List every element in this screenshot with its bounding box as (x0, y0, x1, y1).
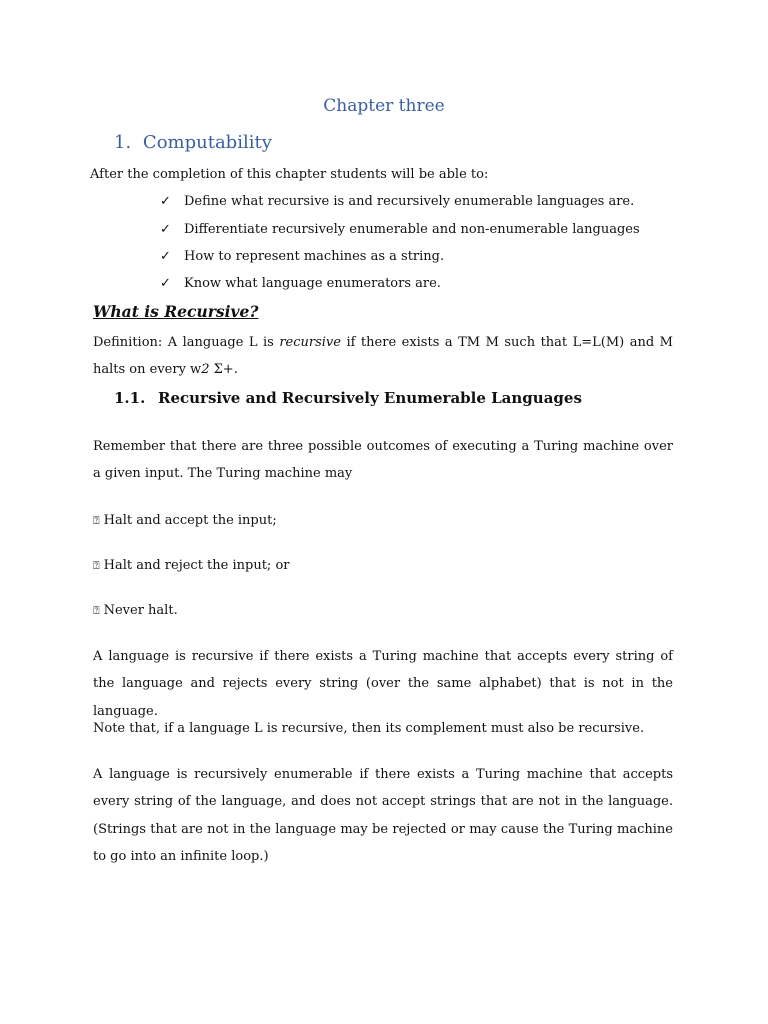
objective-item (160, 221, 640, 239)
outcome-bullet (93, 552, 673, 579)
checkmark-icon: ✓ (160, 194, 171, 209)
definition-symbol: 2 (201, 362, 210, 378)
outcome-bullet (93, 597, 673, 624)
objective-item (160, 193, 634, 211)
missing-glyph-icon: ⍰ (93, 604, 100, 617)
missing-glyph-icon: ⍰ (93, 514, 100, 527)
objective-item (160, 275, 441, 293)
complement-paragraph: Note that, if a language L is recursive, then its complement must also be recursive. (93, 721, 645, 736)
definition-before: Definition: A language L is (93, 335, 280, 350)
section-title: Computability (142, 132, 272, 153)
objective-text: Define what recursive is and recursively enumerable languages are. (184, 194, 635, 209)
outcome-text: Halt and reject the input; or (103, 558, 290, 573)
outcome-bullet (93, 507, 673, 534)
definition-emphasis: recursive (279, 335, 341, 350)
definition-tail: Σ+. (209, 362, 238, 378)
subsection-title: Recursive and Recursively Enumerable Languages (158, 389, 582, 407)
missing-glyph-icon: ⍰ (93, 559, 100, 572)
recursive-paragraph: A language is recursive if there exists a Turing machine that accepts every string of the language and rejects every string (over the same alphabet) that is not in the language. (93, 649, 673, 719)
outcome-text: Halt and accept the input; (103, 513, 277, 528)
definition-paragraph (93, 329, 673, 384)
objective-text: How to represent machines as a string. (184, 249, 445, 264)
enumerable-paragraph: A language is recursively enumerable if there exists a Turing machine that accepts every string of the language, and does not accept strings that are not in the language. (Strings that are not in the language may be rejected or may cause the Turing machine to go into an infinite loop.) (93, 767, 673, 864)
chapter-title: Chapter three (323, 96, 445, 116)
section-heading (114, 130, 272, 156)
outcome-text: Never halt. (103, 603, 178, 618)
section-number: 1. (114, 132, 132, 153)
checkmark-icon: ✓ (160, 222, 171, 237)
subsection-number: 1.1. (114, 389, 146, 407)
recursive-heading: What is Recursive? (93, 302, 259, 321)
intro-text: After the completion of this chapter students will be able to: (90, 167, 489, 182)
objective-text: Differentiate recursively enumerable and non-enumerable languages (184, 222, 640, 237)
definition-after: if there exists a TM M such that L=L(M) and M halts on every w (93, 335, 673, 378)
checkmark-icon: ✓ (160, 276, 171, 291)
outcomes-paragraph: Remember that there are three possible outcomes of executing a Turing machine over a given input. The Turing machine may (93, 439, 673, 482)
checkmark-icon: ✓ (160, 249, 171, 264)
objective-text: Know what language enumerators are. (184, 276, 441, 291)
subsection-heading (114, 386, 582, 410)
objective-item (160, 248, 444, 266)
